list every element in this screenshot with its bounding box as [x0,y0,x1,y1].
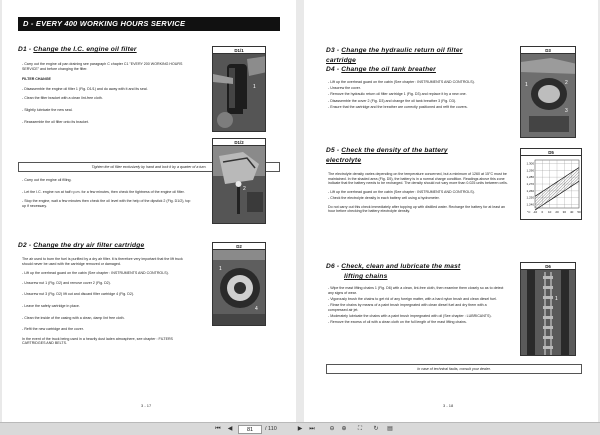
d2-step: - Unscrew nut 1 (Fig. D2) and remove cover 2 (Fig. D2). [22,280,111,285]
d1-step: - Carry out the engine oil filling. [22,178,72,182]
d2-step: - Lift up the overhead guard on the cabin (See chapter : INSTRUMENTS AND CONTROLS). [22,271,169,276]
zoom-in-icon[interactable]: ⊕ [341,426,347,432]
section-d2-title [18,242,218,249]
d6-step: - Remove the excess of oil with a clean cloth on the full length of the mast lifting chains. [328,319,467,324]
section-d6-number: D6 - [326,263,342,270]
next-page-icon[interactable]: ▶ [297,426,303,432]
d2-text-block [22,257,194,348]
d5-step: - Lift up the overhead guard on the cabin (See chapter : INSTRUMENTS AND CONTROLS). [328,189,475,194]
d4-step: - Disassemble the cover 2 (Fig. D3) and change the oil tank breather 3 (Fig. D3). [328,98,457,103]
chart-y-tick-label: 1,300 [526,161,534,166]
d5-step: - Check the electrolyte density in each battery cell using a hydrometer. [328,195,440,200]
chart-x-tick-label: 40 [569,210,574,214]
page-right [304,0,598,422]
viewer-toolbar [0,422,600,435]
section-d3-title [326,46,518,66]
section-d6-heading-cont: lifting chains [344,273,388,280]
svg-text:2: 2 [565,80,568,86]
section-d1-number: D1 - [18,46,34,53]
rotate-icon[interactable]: ↻ [373,426,379,432]
chart-x-tick-label: 10 [547,210,552,214]
section-d1-title [18,46,208,53]
section-d2-number: D2 - [18,242,34,249]
page-total: / 110 [265,426,277,432]
section-d5-heading: Check the density of the battery [341,147,448,154]
section-d6-heading: Check, clean and lubricate the mast [341,263,461,270]
fit-page-icon[interactable]: ⛶ [357,426,363,432]
svg-text:1: 1 [219,266,222,272]
section-d5-title [326,146,518,166]
svg-text:3: 3 [565,108,568,114]
section-d4-heading: Change the oil tank breather [341,66,436,73]
figure-d2-label: D2 [213,243,265,250]
last-page-icon[interactable]: ⏭ [309,426,315,432]
chart-y-tick-label: 1,290 [526,168,534,173]
figure-d3-label: D3 [521,47,575,54]
d2-step: - Clean the inside of the casing with a clean, damp lint free cloth. [22,315,125,320]
chart-x-tick-label: -10 [532,210,538,214]
chart-x-tick-label: 0 [541,210,544,214]
figure-d5 [520,148,582,220]
air-filter-photo [213,250,266,326]
section-d4-number: D4 - [326,66,342,73]
page-header: D - EVERY 400 WORKING HOURS SERVICE [18,17,280,31]
figure-d1-1 [212,46,266,132]
hydraulic-filter-photo [521,54,576,138]
section-d5-number: D5 - [326,147,342,154]
d1-step: - Slightly lubricate the new seal. [22,107,73,112]
d2-intro: The air used to burn the fuel is purified by a dry air filter. It is therefore very important that the lift truck should never be used with the cartridge removed or damaged. [22,257,183,266]
section-d5-heading-cont: electrolyte [326,157,362,164]
oil-filter-photo [213,54,266,132]
chart-y-tick-label: 1,250 [526,195,534,200]
svg-text:1: 1 [253,84,256,90]
d4-step: - Lift up the overhead guard on the cabin (See chapter : INSTRUMENTS AND CONTROLS). [328,80,475,84]
figure-d3 [520,46,576,138]
chart-x-axis-label: °C [527,210,531,214]
mast-chain-photo [521,270,576,356]
d6-step: - Rinse the chains by means of a paint brush impregnated with clean diesel fuel and dry them with a compressed air jet. [328,302,487,312]
d6-step: - Moderately lubricate the chains with a paint brush impregnated with oil (See chapter : LUBRICANTS). [328,313,492,318]
d5-body: The electrolyte density varies depending on the temperature concerned, but a minimum of 1260 at 15°C must be maintained. In the shaded area (Fig. D5), the battery is in a normal charge condition. Readings above this zone indicate that the battery needs to be recharged. The density should not vary more than 0.025 units between cells. [328,172,508,186]
d1-step: - Disassemble the engine oil filter 1 (Fig. D1/1) and do away with it and its seal. [22,86,148,91]
battery-density-chart [521,156,582,220]
d2-outro: In the event of the truck being used in a heavily dust laden atmosphere, see chapter : FILTERS CARTRIDGES AND BELTS. [22,336,173,346]
svg-text:2: 2 [243,186,246,192]
chart-y-tick-label: 1,270 [526,182,534,186]
figure-d1-1-label: D1/1 [213,47,265,54]
d2-step: - Refit the new cartridge and the cover. [22,327,84,332]
section-d3-heading: Change the hydraulic return oil filter [341,47,463,54]
d1-step: - Let the I.C. engine run at half r.p.m. for a few minutes, then check the tightness of the engine oil filter. [22,189,185,194]
d4-text-block [328,80,508,112]
figure-d1-2 [212,138,266,224]
zoom-out-icon[interactable]: ⊖ [329,426,335,432]
d6-dealer-note: In case of technical faults, consult your dealer. [326,364,582,374]
d1-torque-note: Tighten the oil filter exclusively by hand and lock it by a quarter of a turn. [18,162,280,172]
d1-text-block-2 [22,178,192,211]
d6-step: - Vigorously brush the chains to get rid of any foreign matter, with a hard nylon brush and clean diesel fuel. [328,296,497,301]
section-d3-number: D3 - [326,47,342,54]
d5-text-block [328,172,508,216]
section-d6-title [326,262,518,282]
section-d3-heading-cont: cartridge [326,57,357,64]
d1-intro: - Carry out the engine oil pan draining see paragraph C chapter C1 "EVERY 200 WORKING HOURS SERVICE" and before changing the filter. [22,62,183,71]
figure-d6 [520,262,576,356]
d5-outro: Do not carry out this check immediately after topping up with distilled water. Recharge the battery for at least an hour before checking the battery electrolyte density. [328,204,505,214]
page-number-right: 3 - 18 [443,403,454,408]
page-left [2,0,296,422]
figure-d1-2-label: D1/2 [213,139,265,146]
figure-d6-label: D6 [521,263,575,270]
d1-step: - Clean the filter bracket with a clean lint-free cloth. [22,96,103,101]
d1-text-block [22,62,192,127]
chart-y-tick-label: 1,260 [526,188,534,193]
d4-step: - Unscrew the cover. [328,86,361,91]
page-number-input[interactable]: 81 [238,425,262,434]
figure-d5-label: D5 [521,149,581,156]
first-page-icon[interactable]: ⏮ [215,426,221,432]
figure-d2 [212,242,266,326]
engine-dipstick-photo [213,146,266,224]
d4-step: - Remove the hydraulic return oil filter cartridge 1 (Fig. D3) and replace it by a new one. [328,92,467,97]
previous-page-icon[interactable]: ◀ [227,426,233,432]
d4-step: - Ensure that the cartridge and the breather are correctly positioned and refit the covers. [328,104,468,109]
section-d2-heading: Change the dry air filter cartridge [33,242,145,249]
chart-x-tick-label: 30 [562,210,567,214]
d2-step: - Leave the safety cartridge in place. [22,303,80,308]
page-number-left: 3 - 17 [141,403,152,408]
svg-text:1: 1 [525,82,528,88]
section-d1-heading: Change the I.C. engine oil filter [33,46,137,53]
d6-step: - Wipe the mast lifting chains 1 (Fig. D6) with a clean, lint-free cloth, then examine them closely so as to detect any signs of wear. [328,286,504,295]
d1-step: - Reassemble the oil filter onto its bracket. [22,119,89,124]
d2-step: - Unscrew nut 3 (Fig. D2) lift out and discard filter cartridge 4 (Fig. D2). [22,292,135,297]
chart-y-tick-label: 1,240 [526,202,534,207]
svg-text:1: 1 [555,296,558,302]
thumbnails-icon[interactable]: ▤ [387,426,393,432]
section-d4-title [326,66,518,73]
svg-text:4: 4 [255,306,258,312]
d1-step: - Stop the engine, wait a few minutes then check the oil level with the help of the dipstick 2 (Fig. D1/2), top up if necessary. [22,199,191,208]
d1-subhead: FILTER CHANGE [22,77,51,82]
chart-x-tick-label: 20 [555,210,559,214]
d6-text-block [328,286,506,327]
chart-y-tick-label: 1,280 [526,175,534,180]
chart-x-tick-label: 50 [577,210,581,214]
